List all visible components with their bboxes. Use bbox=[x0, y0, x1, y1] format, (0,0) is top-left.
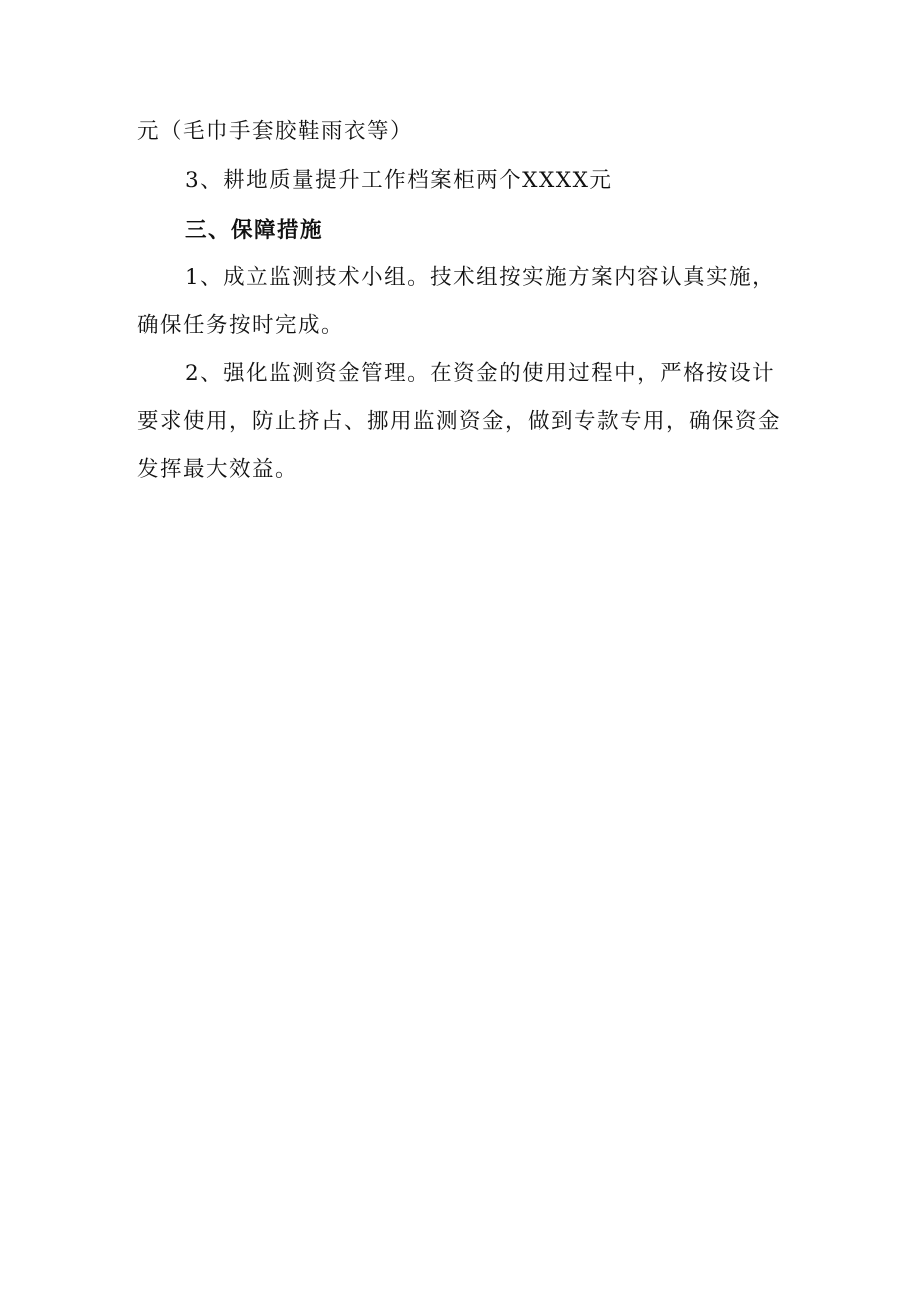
measure-paragraph-1: 1、成立监测技术小组。技术组按实施方案内容认真实施，确保任务按时完成。 bbox=[137, 265, 776, 338]
section-heading: 三、保障措施 bbox=[185, 218, 324, 243]
list-item-3: 3、耕地质量提升工作档案柜两个XXXX元 bbox=[185, 168, 613, 193]
measure-paragraph-2: 2、强化监测资金管理。在资金的使用过程中，严格按设计要求使用，防止挤占、挪用监测资金，做到专款专用，确保资金发挥最大效益。 bbox=[137, 361, 782, 482]
continuation-line: 元（毛巾手套胶鞋雨衣等） bbox=[137, 119, 414, 144]
